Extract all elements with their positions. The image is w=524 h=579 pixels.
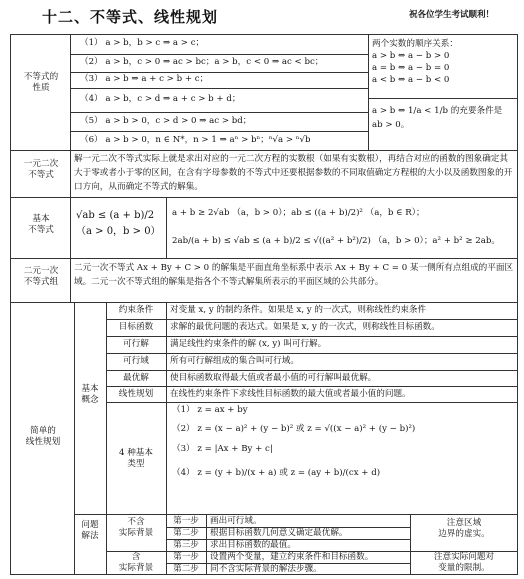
note-real-constraints: 注意实际问题对 变量的限制。 [433,552,495,573]
section-label-quadratic: 一元二次 不等式 [23,159,59,180]
step1-3-key: 第三步 [173,540,199,550]
term-linear-programming: 线性规划 [118,389,154,399]
def-objective: 求解的最优问题的表达式。如果是 x, y 的一次式，则称线性目标函数。 [170,322,440,332]
section-label-properties: 不等式的 性质 [23,72,59,93]
def-optimal-solution: 使目标函数取得最大值或者最小值的可行解叫最优解。 [170,373,377,383]
def-feasible-solution: 满足线性约束条件的解 (x, y) 叫可行解。 [170,339,327,349]
order-relation-note: 两个实数的顺序关系： a > b ⇔ a − b > 0 a = b ⇔ a − b = 0 a < b ⇔ a − b < 0 [372,39,458,85]
basic-types-label: 4 种基本 类型 [119,448,153,469]
step2-2-value: 同不含实际背景的解法步骤。 [210,564,322,574]
linear-system-text: 二元一次不等式 Ax + By + C > 0 的解集是平面直角坐标系中表示 Ax + By + C = 0 某一侧所有点组成的平面区域。二元一次不等式组的解集是指各个不等式解集所表示的平面区域的公共部分。 [74,263,514,287]
term-optimal-solution: 最优解 [123,373,149,383]
def-linear-programming: 在线性约束条件下求线性目标函数的最大值或者最小值的问题。 [170,389,411,399]
no-background-label: 不含 实际背景 [118,517,154,538]
property-row-5: （5） a > b > 0，c > d > 0 ⇒ ac > bd； [80,116,252,126]
type-1: （1） z = ax + by [172,405,248,415]
property-row-6: （6） a > b > 0，n ∈ N*，n > 1 ⇒ aⁿ > bⁿ；ⁿ√a > ⁿ√b [80,135,311,145]
note-boundary: 注意区域 边界的虚实。 [438,518,490,539]
property-row-1: （1） a > b，b > c ⇒ a > c； [80,38,205,48]
quadratic-text: 解一元二次不等式实际上就是求出对应的一元二次方程的实数根（如果有实数根），再结合对应的函数的图象确定其大于零或者小于零的区间，在含有字母参数的不等式中还要根据参数的不同取值确定方程根的大小以及函数图象的开口方向，从而确定不等式的解集。 [74,154,513,192]
step1-1-key: 第一步 [173,516,199,526]
term-objective: 目标函数 [118,322,154,332]
step2-2-key: 第二步 [173,564,199,574]
type-3: （3） z = |Ax + By + c| [172,444,273,454]
term-constraint: 约束条件 [118,305,154,315]
property-row-4: （4） a > b，c > d ⇒ a + c > b + d； [80,94,241,104]
section-label-basic-ineq: 基本 不等式 [28,214,54,235]
step1-1-value: 画出可行域。 [210,516,262,526]
property-row-3: （3） a > b ⇒ a + c > b + c； [80,74,209,84]
property-row-2: （2） a > b，c > 0 ⇒ ac > bc；a > b，c < 0 ⇒ ac < bc； [80,57,324,67]
section-label-linear-programming: 简单的 线性规划 [25,426,61,447]
term-feasible-solution: 可行解 [123,339,149,349]
method-label: 问题 解法 [81,520,99,541]
step1-3-value: 求出目标函数的最值。 [210,540,296,550]
type-4: （4） z = (y + b)/(x + a) 或 z = (ay + b)/(cx + d) [172,468,381,478]
def-feasible-region: 所有可行解组成的集合叫可行域。 [170,356,299,366]
basic-ineq-line-1: a + b ≥ 2√ab （a，b > 0）；ab ≤ ((a + b)/2)² （a，b ∈ R）； [172,208,425,218]
page-title: 十二、不等式、线性规划 [42,8,219,26]
reciprocal-note: a > b ⇔ 1/a < 1/b 的充要条件是 ab > 0。 [372,106,503,130]
type-2: （2） z = (x − a)² + (y − b)² 或 z = √((x − a)² + (y − b)²) [172,424,416,434]
section-label-linear-system: 二元一次 不等式组 [23,266,59,287]
basic-ineq-line-2: 2ab/(a + b) ≤ √ab ≤ (a + b)/2 ≤ √((a² + b²)/2) （a，b > 0）；a² + b² ≥ 2ab。 [172,236,500,246]
step1-2-key: 第二步 [173,528,199,538]
basic-ineq-formula: √ab ≤ (a + b)/2 （a > 0，b > 0） [76,210,161,237]
basic-concepts-label: 基本 概念 [81,384,99,405]
step1-2-value: 根据目标函数几何意义确定最优解。 [210,528,348,538]
with-background-label: 含 实际背景 [118,552,154,573]
header-wish: 祝各位学生考试顺利！ [408,10,494,20]
step2-1-value: 设置两个变量，建立约束条件和目标函数。 [210,552,374,562]
def-constraint: 对变量 x, y 的制约条件。如果是 x, y 的一次式，则称线性约束条件 [170,305,427,315]
term-feasible-region: 可行域 [123,356,149,366]
step2-1-key: 第一步 [173,552,199,562]
